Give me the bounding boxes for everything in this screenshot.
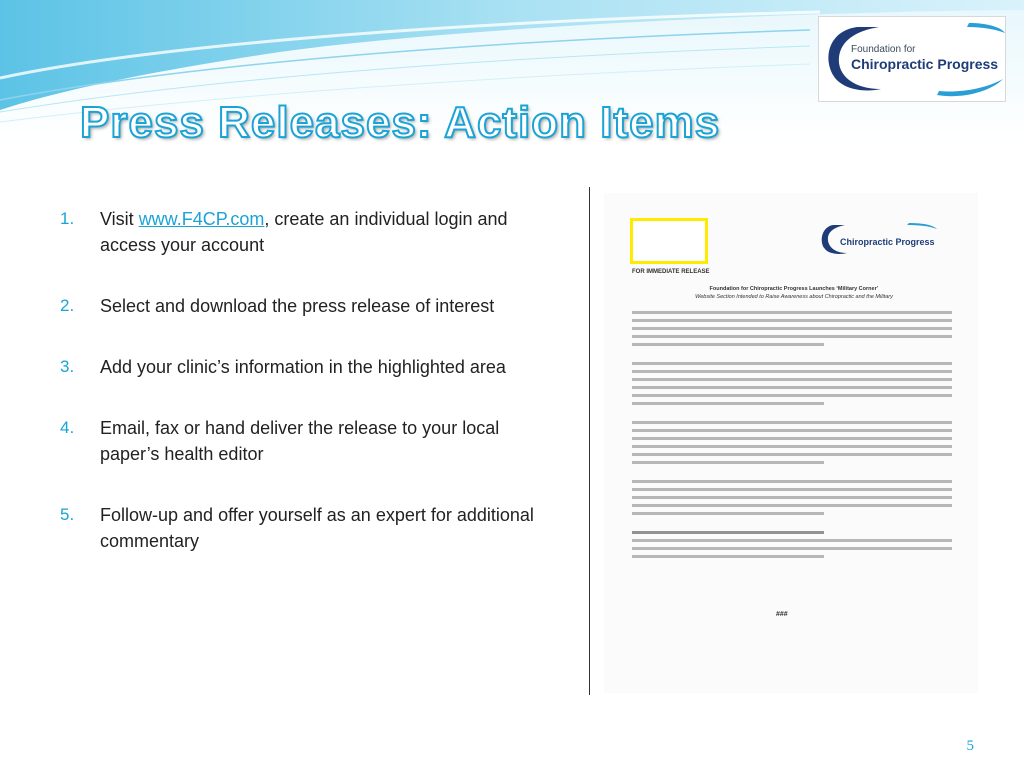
highlighted-clinic-info-area bbox=[630, 218, 708, 264]
logo-line2: Chiropractic Progress bbox=[851, 56, 999, 72]
item-number: 4. bbox=[60, 418, 75, 437]
item-text-prefix: Visit bbox=[100, 209, 139, 229]
item-text-suffix: , create an individual login and access your account bbox=[100, 209, 508, 255]
doc-closing-mark: ### bbox=[776, 611, 788, 618]
item-number: 1. bbox=[60, 209, 75, 228]
action-items-list bbox=[58, 206, 558, 589]
item-number: 5. bbox=[60, 505, 75, 524]
page-number: 5 bbox=[966, 738, 974, 754]
item-number: 3. bbox=[60, 357, 75, 376]
item-text: Select and download the press release of interest bbox=[100, 296, 495, 316]
doc-subhead-1: Foundation for Chiropractic Progress Launches ‘Military Corner’ bbox=[709, 286, 879, 292]
doc-subhead-2: Website Section Intended to Raise Awareness about Chiropractic and the Military bbox=[695, 294, 893, 300]
page-title: Press Releases: Action Items bbox=[80, 98, 721, 147]
item-number: 2. bbox=[60, 296, 75, 315]
doc-logo-text: Chiropractic Progress bbox=[840, 237, 935, 247]
list-item bbox=[58, 206, 558, 258]
list-item bbox=[58, 354, 558, 380]
foundation-logo bbox=[818, 16, 1006, 102]
doc-subhead bbox=[644, 285, 944, 301]
doc-body-text bbox=[632, 311, 952, 563]
item-text: Follow-up and offer yourself as an expert for additional commentary bbox=[100, 505, 534, 551]
doc-header: FOR IMMEDIATE RELEASE bbox=[632, 269, 710, 275]
list-item bbox=[58, 293, 558, 319]
press-release-preview bbox=[604, 193, 978, 693]
item-text: Email, fax or hand deliver the release to your local paper’s health editor bbox=[100, 418, 500, 464]
list-item bbox=[58, 415, 558, 467]
logo-line1: Foundation for bbox=[851, 44, 916, 55]
item-text: Add your clinic’s information in the highlighted area bbox=[100, 357, 506, 377]
list-item bbox=[58, 502, 558, 554]
f4cp-website-link[interactable]: www.F4CP.com bbox=[138, 209, 265, 229]
vertical-divider bbox=[589, 187, 590, 695]
